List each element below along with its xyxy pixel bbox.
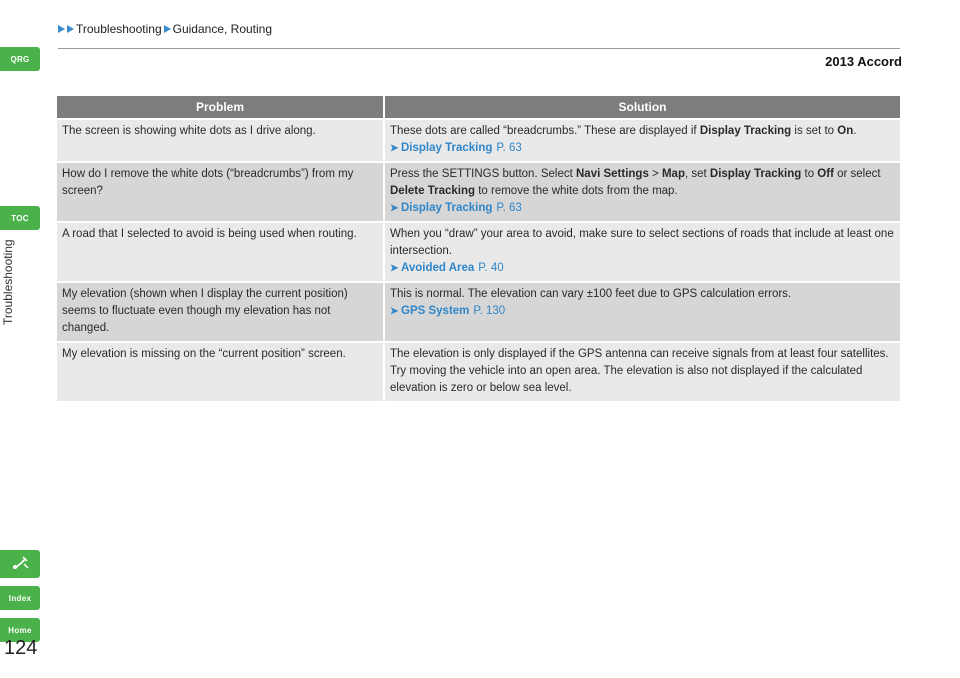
voice-command-tab[interactable] — [0, 550, 40, 578]
reference-page: P. 130 — [473, 305, 506, 317]
problem-cell: My elevation is missing on the “current position” screen. — [57, 343, 385, 401]
model-title: 2013 Accord — [825, 54, 902, 69]
breadcrumb-item-troubleshooting[interactable]: Troubleshooting — [76, 22, 162, 36]
header-solution: Solution — [618, 100, 667, 114]
problem-cell: A road that I selected to avoid is being used when routing. — [57, 223, 385, 281]
table-row — [57, 281, 900, 341]
header-problem: Problem — [57, 96, 385, 118]
breadcrumb-arrow-icon — [58, 25, 65, 33]
toc-tab[interactable]: TOC — [0, 206, 40, 230]
problem-cell: The screen is showing white dots as I drive along. — [57, 120, 385, 161]
reference-link[interactable] — [390, 260, 895, 277]
solution-text: The elevation is only displayed if the GPS antenna can receive signals from at least four satellites. Try moving the vehicle into an open area. The elevation is also not displayed if the calculated elevation is zero or below sea level. — [390, 348, 889, 394]
reference-arrow-icon: ➤ — [390, 142, 399, 154]
reference-arrow-icon: ➤ — [390, 262, 399, 274]
reference-title: Avoided Area — [401, 262, 475, 274]
table-row — [57, 221, 900, 281]
reference-page: P. 63 — [496, 202, 522, 214]
reference-page: P. 63 — [496, 142, 522, 154]
table-row — [57, 341, 900, 401]
solution-cell — [385, 343, 900, 401]
reference-title: Display Tracking — [401, 202, 493, 214]
reference-page: P. 40 — [478, 262, 504, 274]
table-row — [57, 118, 900, 161]
table-row — [57, 161, 900, 221]
solution-text: When you “draw” your area to avoid, make sure to select sections of roads that include at least one intersection. — [390, 228, 894, 257]
solution-text: This is normal. The elevation can vary ±100 feet due to GPS calculation errors. — [390, 288, 792, 300]
section-label: Troubleshooting — [1, 239, 15, 325]
solution-text: These dots are called “breadcrumbs.” These are displayed if Display Tracking is set to On. — [390, 125, 857, 137]
voice-command-icon — [11, 556, 29, 572]
index-tab[interactable]: Index — [0, 586, 40, 610]
page-number: 124 — [4, 637, 38, 659]
solution-cell — [385, 283, 900, 341]
solution-cell — [385, 223, 900, 281]
solution-cell — [385, 163, 900, 221]
qrg-tab[interactable]: QRG — [0, 47, 40, 71]
reference-link[interactable] — [390, 303, 895, 320]
table-header — [57, 96, 900, 118]
reference-arrow-icon: ➤ — [390, 202, 399, 214]
reference-link[interactable] — [390, 200, 895, 217]
reference-title: GPS System — [401, 305, 470, 317]
reference-arrow-icon: ➤ — [390, 305, 399, 317]
troubleshooting-table — [57, 96, 900, 401]
breadcrumb-arrow-icon — [67, 25, 74, 33]
breadcrumb — [58, 22, 274, 36]
reference-link[interactable] — [390, 140, 895, 157]
breadcrumb-item-guidance-routing: Guidance, Routing — [172, 22, 273, 36]
reference-title: Display Tracking — [401, 142, 493, 154]
header-divider — [58, 48, 900, 49]
breadcrumb-arrow-icon — [164, 25, 171, 33]
problem-cell: My elevation (shown when I display the current position) seems to fluctuate even though my elevation has not changed. — [57, 283, 385, 341]
solution-cell — [385, 120, 900, 161]
solution-text: Press the SETTINGS button. Select Navi Settings > Map, set Display Tracking to Off or select Delete Tracking to remove the white dots from the map. — [390, 168, 881, 197]
home-tab[interactable]: Home — [0, 618, 40, 642]
problem-cell: How do I remove the white dots (“breadcrumbs”) from my screen? — [57, 163, 385, 221]
